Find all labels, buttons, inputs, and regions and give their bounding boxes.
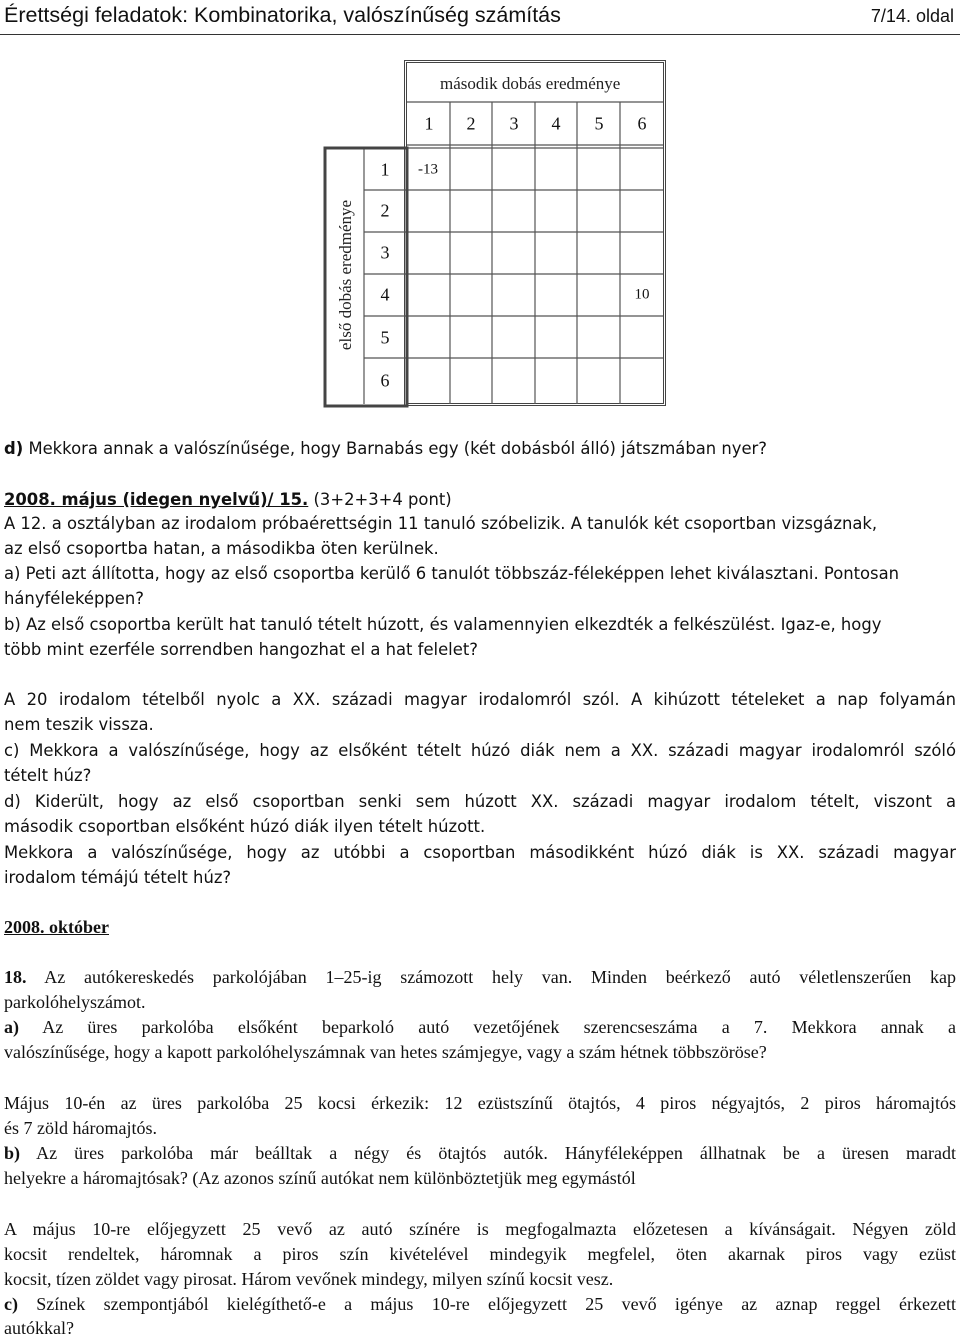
col-label: 3 [509,113,519,134]
paragraph-line [4,840,956,865]
question-number: 18. [4,967,27,987]
paragraph-line: b) Az első csoportba került hat tanuló tételt húzott, és valamennyien elkezdték a felkészülést. Igaz-e, hogy [4,615,882,634]
question-label: c) [4,1294,18,1314]
question-text: Az üres parkolóba elsőként beparkoló autó vezetőjének szerencseszáma a 7. Mekkora annak a [19,1017,956,1037]
row-label: 3 [380,242,390,263]
paragraph-line: irodalom témájú tételt húz? [4,868,232,887]
paragraph-line [4,1242,956,1267]
table-cell-value: 10 [634,286,650,303]
justified-text: A 20 irodalom tételből nyolc a XX. századi magyar irodalomról szól. A kihúzott tételeket a nap folyamán [4,690,956,709]
paragraph-line: a) Peti azt állította, hogy az első csoportba kerülő 6 tanulót többszáz-féleképpen lehet kiválasztani. Pontosan [4,564,900,583]
justified-text [4,965,956,990]
question-text: Mekkora annak a valószínűsége, hogy Barnabás egy (két dobásból álló) játszmában nyer? [23,439,767,458]
exam-heading: 2008. október [4,917,109,937]
col-label: 5 [594,113,604,134]
paragraph-line [4,1217,956,1242]
paragraph-line: parkolóhelyszámot. [4,992,146,1012]
paragraph-line: tételt húz? [4,766,92,785]
paragraph-line [4,1091,956,1116]
col-label: 4 [551,113,561,134]
row-label: 2 [380,200,390,221]
justified-text: A május 10-re előjegyzett 25 vevő az autó színére is megfogalmazta előzetesen a kívánságait. Négyen zöld [4,1219,956,1239]
justified-text: d) Kiderült, hogy az első csoportban senki sem húzott XX. századi magyar irodalom tételt, viszont a [4,792,956,811]
row-label: 5 [380,327,390,348]
page-header-title: Érettségi feladatok: Kombinatorika, valószínűség számítás [4,3,561,27]
exam-heading: 2008. május (idegen nyelvű)/ 15. [4,490,309,509]
paragraph-line: az első csoportba hatan, a másodikba öten kerülnek. [4,539,439,558]
paragraph-line: több mint ezerféle sorrendben hangozhat el a hat felelet? [4,640,478,659]
dice-table-figure [0,0,960,420]
justified-text: kocsit rendeltek, háromnak a piros szín kivételével mindegyik megfelel, öten akarnak piros vagy ezüst [4,1244,956,1264]
justified-text: Mekkora a valószínűsége, hogy az utóbbi a csoportban másodikként húzó diák is XX. századi magyar [4,843,956,862]
question-d-line [4,436,767,461]
row-label: 4 [380,284,390,305]
question-text: Az autókereskedés parkolójában 1–25-ig számozott hely van. Minden beérkező autó véletlenszerűen kap [26,967,956,987]
paragraph-line [4,965,956,990]
justified-text: c) Mekkora a valószínűsége, hogy az elsőként tételt húzó diák nem a XX. századi magyar irodalomról szóló [4,741,956,760]
exam-points: (3+2+3+4 pont) [308,490,452,509]
second-throw-title: második dobás eredménye [440,74,621,93]
question-label: a) [4,1017,19,1037]
question-text: Az üres parkolóba már beálltak a négy és ötajtós autók. Hányféleképpen állhatnak be a üresen maradt [20,1143,956,1163]
paragraph-line: valószínűsége, hogy a kapott parkolóhelyszámnak van hetes számjegye, vagy a szám hétnek többszöröse? [4,1042,767,1062]
paragraph-line [4,687,956,712]
justified-text: Május 10-én az üres parkolóba 25 kocsi érkezik: 12 ezüstszínű ötajtós, 4 piros négyajtós, 2 piros háromajtós [4,1093,956,1113]
exam-heading-2008-oct [4,915,109,940]
paragraph-line: kocsit, tízen zöldet vagy pirosat. Három vevőnek mindegy, milyen színű kocsit vesz. [4,1269,614,1289]
question-label: d) [4,439,24,458]
paragraph-line: és 7 zöld háromajtós. [4,1118,157,1138]
justified-text [4,1141,956,1166]
exam-heading-2008-may [4,487,452,512]
col-label: 1 [424,113,434,134]
question-text: Színek szempontjából kielégíthető-e a május 10-re előjegyzett 25 vevő igénye az aznap reggel érkezett [17,1294,956,1314]
justified-text [4,1015,956,1040]
paragraph-line [4,789,956,814]
paragraph-line [4,1015,956,1040]
row-label: 6 [380,370,390,391]
paragraph-line: nem teszik vissza. [4,715,154,734]
paragraph-line [4,1141,956,1166]
question-label: b) [4,1143,21,1163]
paragraph-line: második csoportban elsőként húzó diák ilyen tételt húzott. [4,817,486,836]
paragraph-line: helyekre a háromajtósak? (Az azonos színű autókat nem különböztetjük meg egymástól [4,1168,636,1188]
justified-text [4,1292,956,1317]
table-cell-value: -13 [418,161,438,178]
page-number: 7/14. oldal [870,6,954,26]
paragraph-line: A 12. a osztályban az irodalom próbaérettségin 11 tanuló szóbelizik. A tanulók két csoportban vizsgáznak, [4,514,878,533]
col-label: 2 [466,113,476,134]
paragraph-line [4,1292,956,1317]
first-throw-title: első dobás eredménye [336,199,355,351]
dice-table-grid [0,0,960,420]
paragraph-line [4,738,956,763]
col-label: 6 [637,113,647,134]
row-label: 1 [380,159,390,180]
paragraph-line: autókkal? [4,1318,74,1338]
paragraph-line: hányféleképpen? [4,589,144,608]
